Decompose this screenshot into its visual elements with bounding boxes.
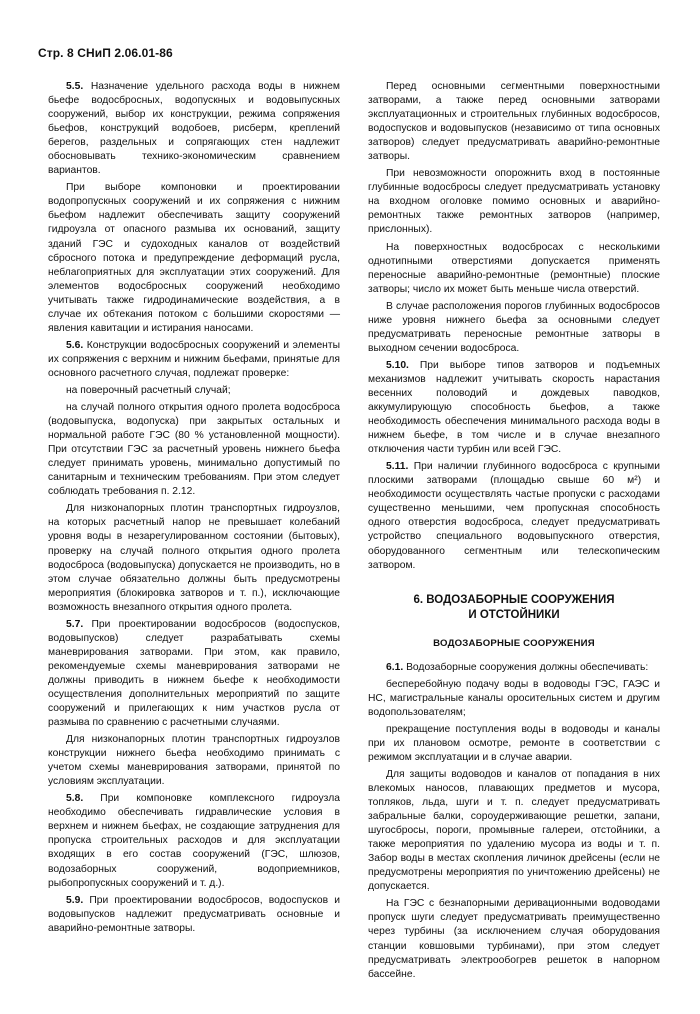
paragraph-text: При невозможности опорожнить вход в постоянные глубинные водосбросы следует предусматривать установку на входном оголовке помимо основных и аварийно-ремонтных также ремонтных затворов (например, прислонных). xyxy=(368,168,660,236)
paragraph xyxy=(368,359,660,457)
subsection-title: ВОДОЗАБОРНЫЕ СООРУЖЕНИЯ xyxy=(433,637,595,649)
right-column-part-a xyxy=(368,80,660,573)
paragraph-text: На поверхностных водосбросах с несколькими однотипными отверстиями допускается применять переносные аварийно-ремонтные (ремонтные) плоские затворы; число их может быть меньше числа отверстий. xyxy=(368,241,660,295)
paragraph xyxy=(48,733,340,789)
clause-number: 5.10. xyxy=(386,359,409,371)
paragraph xyxy=(48,502,340,614)
paragraph-text: При выборе компоновки и проектировании водопропускных сооружений и их сопряжения с нижним бьефом надлежит обеспечивать защиту сооружений гидроузла от опасного размыва их оснований, защиту зданий ГЭС и судоходных каналов от воздействий сбросного потока и предупреждение деформаций русла, неблагоприятных для эксплуатации этих сооружений. Для элементов водосбросных сооружений необходимо учитывать также гидродинамические воздействия, а в случае их обтекания потоком с большими скоростями — явления кавитации и истирания наносами. xyxy=(48,182,340,334)
paragraph-text: Конструкции водосбросных сооружений и элементы их сопряжения с верхним и нижним бьефами, принятые для основного расчетного случая, подлежат проверке: xyxy=(48,339,340,379)
section-title-line1: 6. ВОДОЗАБОРНЫЕ СООРУЖЕНИЯ xyxy=(413,593,615,606)
clause-number: 5.11. xyxy=(386,461,409,473)
paragraph-text: При выборе типов затворов и подъемных механизмов надлежит учитывать скорость нарастания весенних половодий и дождевых паводков, аккумулирующую способность бьефов, а также необходимость обеспечения минимального расхода воды в нижнем бьефе, в том числе и в случае внезапного отключения части турбин или всей ГЭС. xyxy=(368,359,660,456)
paragraph-text: При проектировании водосбросов (водоспусков, водовыпусков) следует разрабатывать схемы маневрирования затворами. При этом, как правило, рекомендуемые схемы маневрирования затворами не должны приводить в нижнем бьефе к необходимости осуществления дополнительных мероприятий по защите сооружений и прилегающих к ним участков русла от размыва по сравнению с расчетными случаями. xyxy=(48,618,340,729)
paragraph xyxy=(48,401,340,499)
clause-number: 5.6. xyxy=(66,339,84,351)
right-column xyxy=(368,80,660,985)
section-title xyxy=(368,593,660,623)
paragraph xyxy=(368,80,660,164)
paragraph xyxy=(368,460,660,572)
paragraph-text: В случае расположения порогов глубинных водосбросов ниже уровня нижнего бьефа за основными следует предусматривать переносные ремонтные затворы в выходном сечении водосброса. xyxy=(368,300,660,354)
paragraph xyxy=(48,339,340,381)
clause-number: 5.7. xyxy=(66,618,84,630)
section-title-line2: И ОТСТОЙНИКИ xyxy=(468,608,560,621)
left-column xyxy=(48,80,340,939)
paragraph xyxy=(48,181,340,336)
paragraph-text: При компоновке комплексного гидроузла необходимо обеспечивать гидравлические условия в верхнем и нижнем бьефах, не создающие затруднения для пропуска строительных расходов и для эксплуатации входящих в его состав сооружений (ГЭС, шлюзов, водозаборных сооружений, водоприемников, рыбопропускных сооружений и т. д.). xyxy=(48,793,340,889)
paragraph-text: При проектировании водосбросов, водоспусков и водовыпусков надлежит предусматривать основные и аварийно-ремонтные затворы. xyxy=(48,894,340,934)
paragraph-text: Перед основными сегментными поверхностными затворами, а также перед основными затворами эксплуатационных и строительных глубинных водосбросов, водоспусков и водовыпусков (независимо от типа основных затворов) следует предусматривать аварийно-ремонтные затворы. xyxy=(368,81,660,163)
paragraph xyxy=(368,768,660,894)
clause-number: 5.5. xyxy=(66,81,84,92)
paragraph xyxy=(48,384,340,398)
paragraph-text: Водозаборные сооружения должны обеспечивать: xyxy=(406,661,649,673)
paragraph xyxy=(368,897,660,981)
clause-number: 5.9. xyxy=(66,894,84,906)
paragraph xyxy=(48,792,340,890)
paragraph-text: на случай полного открытия одного пролета водосброса (водовыпуска, водопуска) при закрытых остальных и нормальной работе ГЭС (80 % установленной мощности). При отсутствии ГЭС за расчетный уровень нижнего бьефа следует принимать уровень, минимально допустимый по санитарным и техническим требованиям. При этом следует соблюдать требования п. 2.12. xyxy=(48,402,340,498)
page-header: Стр. 8 СНиП 2.06.01-86 xyxy=(38,46,173,60)
paragraph-text: При наличии глубинного водосброса с крупными плоскими затворами (площадью свыше 60 м²) и необходимости осуществлять частые пропуски с расходами существенно меньшими, чем пропускная способность одного отверстия водосброса, следует предусматривать устройство специального водовыпускного отверстия, оборудованного сегментным или телескопическим затвором. xyxy=(368,461,660,571)
right-column-part-b xyxy=(368,661,660,982)
paragraph-text: Назначение удельного расхода воды в нижнем бьефе водосбросных, водопускных и водовыпускных сооружений, выбор их конструкции, режима сопряжения бьефов, конструкций водобоев, рисберм, креплений берегов, раздельных и сопрягающих стен надлежит обосновывать технико-экономическим сравнением вариантов. xyxy=(48,81,340,177)
clause-number: 5.8. xyxy=(66,793,84,805)
paragraph xyxy=(368,300,660,356)
paragraph xyxy=(48,894,340,936)
paragraph-text: прекращение поступления воды в водоводы и каналы при их плановом осмотре, ремонте в соответствии с режимом эксплуатации и в случае аварии. xyxy=(368,723,660,763)
paragraph-text: Для низконапорных плотин транспортных гидроузлов, на которых расчетный напор не превышает колебаний уровня воды в незарегулированном состоянии (бытовых), проверку на случай полного открытия одного пролета водосброса (водовыпуска) допускается не производить, но в этом случае обязательно должны быть предусмотрены мероприятия (блокировка затворов и т. п.), исключающие возможность внезапного открытия одного пролета. xyxy=(48,503,340,613)
paragraph-text: Для защиты водоводов и каналов от попадания в них влекомых наносов, плавающих предметов и мусора, топляков, льда, шуги и т. п. следует предусматривать забральные балки, сороудерживающие решетки, запани, шугосбросы, пороги, промывные галереи, отстойники, а также мероприятия по удалению мусора из воды и т. п. Забор воды в местах скопления личинок дрейсены (если не предусмотрены мероприятия по уничтожению дрейсены) не допускается. xyxy=(368,768,660,893)
paragraph xyxy=(368,167,660,237)
paragraph xyxy=(368,661,660,675)
paragraph xyxy=(368,241,660,297)
paragraph xyxy=(48,618,340,730)
paragraph xyxy=(368,723,660,765)
paragraph xyxy=(48,80,340,178)
paragraph-text: на поверочный расчетный случай; xyxy=(66,384,231,396)
paragraph-text: На ГЭС с безнапорными деривационными водоводами пропуск шуги следует предусматривать преимущественно через турбины (за исключением случая оборудования станции ковшовыми турбинами), при этом следует предусматривать электрообогрев решеток в напорном бассейне. xyxy=(368,898,660,980)
paragraph-text: бесперебойную подачу воды в водоводы ГЭС, ГАЭС и НС, магистральные каналы оросительных систем и другим водопользователям; xyxy=(368,678,660,718)
paragraph xyxy=(368,678,660,720)
paragraph-text: Для низконапорных плотин транспортных гидроузлов конструкции нижнего бьефа необходимо принимать с учетом схемы маневрирования затворами, принятой по условиям эксплуатации. xyxy=(48,734,340,788)
clause-number: 6.1. xyxy=(386,661,404,673)
